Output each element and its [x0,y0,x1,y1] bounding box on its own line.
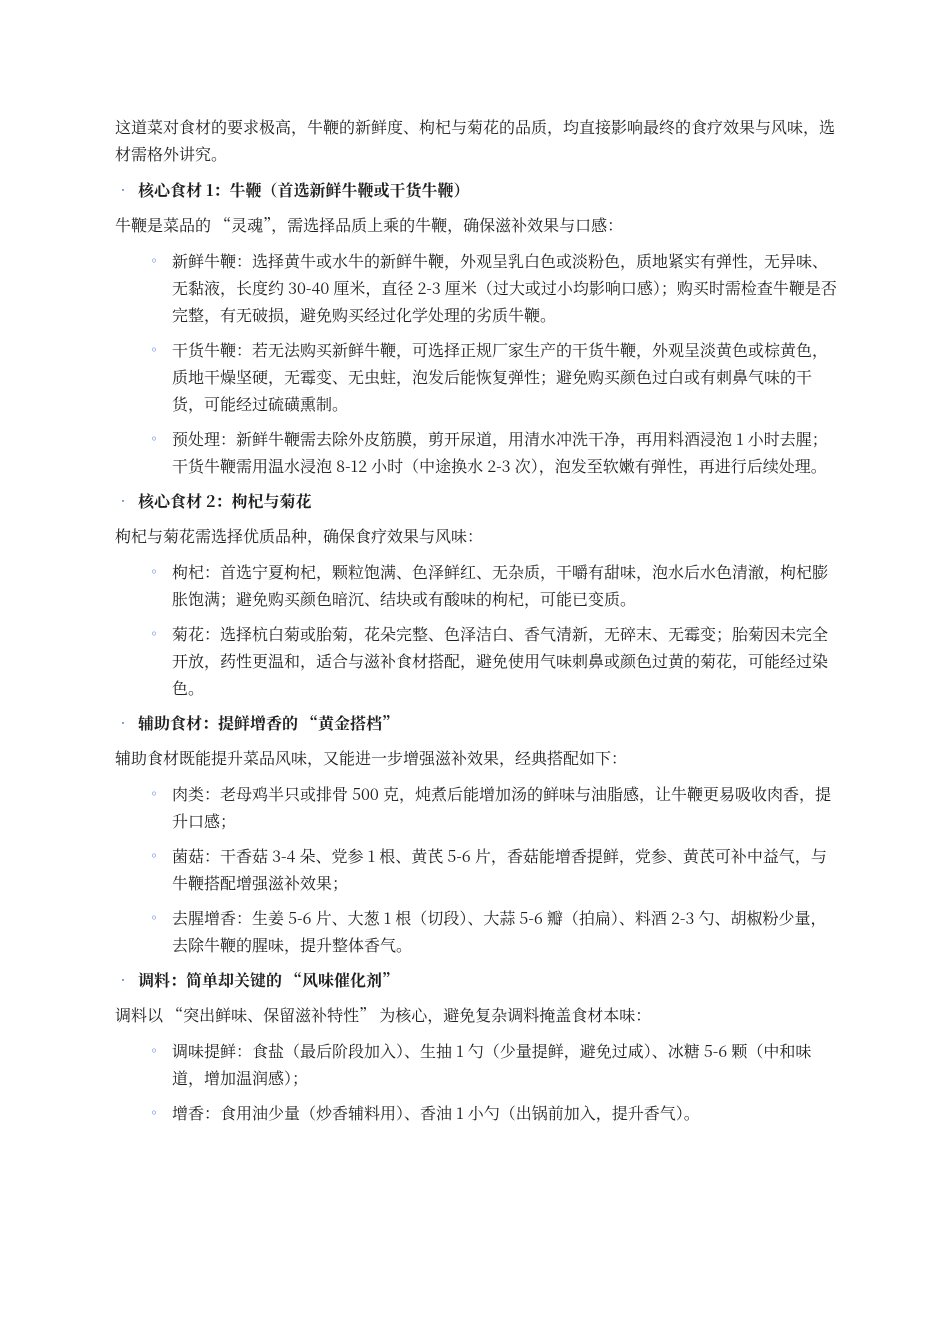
section-description: 牛鞭是菜品的 “灵魂”，需选择品质上乘的牛鞭，确保滋补效果与口感： [115,213,624,236]
section-heading-text: 核心食材 2：枸杞与菊花 [138,489,312,512]
section-auxiliary-ingredients [115,709,840,958]
list-item-text: 去腥增香：生姜 5-6 片、大葱 1 根（切段）、大蒜 5-6 瓣（拍扁）、料酒 2-3 勺、胡椒粉少量，去除牛鞭的腥味，提升整体香气。 [172,906,827,956]
bullet-circle-icon: ◦ [148,785,161,802]
list-item-text: 干货牛鞭：若无法购买新鲜牛鞭，可选择正规厂家生产的干货牛鞭，外观呈淡黄色或棕黄色，质地干燥坚硬，无霉变、无虫蛀，泡发后能恢复弹性；避免购买颜色过白或有刺鼻气味的干货，可能经过硫磺熏制。 [172,338,829,415]
section-heading [115,709,840,736]
bullet-circle-icon: ◦ [148,341,161,358]
bullet-circle-icon: ◦ [148,1042,161,1059]
list-item-text: 菊花：选择杭白菊或胎菊，花朵完整、色泽洁白、香气清新，无碎末、无霉变；胎菊因未完全开放，药性更温和，适合与滋补食材搭配，避免使用气味刺鼻或颜色过黄的菊花，可能经过染色。 [172,622,829,699]
list-item [115,620,840,701]
section-description: 调料以 “突出鲜味、保留滋补特性” 为核心，避免复杂调料掩盖食材本味： [115,1003,652,1026]
list-item-text: 新鲜牛鞭：选择黄牛或水牛的新鲜牛鞭，外观呈乳白色或淡粉色，质地紧实有弹性，无异味、无黏液，长度约 30-40 厘米，直径 2-3 厘米（过大或过小均影响口感）；购买时需检查牛鞭是否完整，有无破损，避免购买经过化学处理的劣质牛鞭。 [172,249,837,326]
list-item-text: 菌菇：干香菇 3-4 朵、党参 1 根、黄芪 5-6 片，香菇能增香提鲜，党参、黄芪可补中益气，与牛鞭搭配增强滋补效果； [172,844,827,894]
section-seasonings [115,966,840,1126]
bullet-dot-icon: • [115,178,132,201]
list-item [115,558,840,612]
list-item-text: 增香：食用油少量（炒香辅料用）、香油 1 小勺（出锅前加入，提升香气）。 [172,1101,700,1124]
section-core-ingredient-1 [115,176,840,479]
section-description: 辅助食材既能提升菜品风味，又能进一步增强滋补效果，经典搭配如下： [115,746,628,769]
bullet-circle-icon: ◦ [148,625,161,642]
bullet-dot-icon: • [115,489,132,512]
sub-list [115,1037,840,1126]
list-item [115,1037,840,1091]
bullet-circle-icon: ◦ [148,252,161,269]
list-item [115,842,840,896]
list-item-text: 枸杞：首选宁夏枸杞，颗粒饱满、色泽鲜红、无杂质，干嚼有甜味，泡水后水色清澈，枸杞膨胀饱满；避免购买颜色暗沉、结块或有酸味的枸杞，可能已变质。 [172,560,829,610]
bullet-circle-icon: ◦ [148,430,161,447]
bullet-dot-icon: • [115,711,132,734]
section-heading-text: 辅助食材：提鲜增香的 “黄金搭档” [138,711,399,734]
list-item-text: 预处理：新鲜牛鞭需去除外皮筋膜，剪开尿道，用清水冲洗干净，再用料酒浸泡 1 小时去腥；干货牛鞭需用温水浸泡 8-12 小时（中途换水 2-3 次），泡发至软嫩有弹性，再进行后续处理。 [172,427,828,477]
list-item [115,1099,840,1126]
bullet-circle-icon: ◦ [148,909,161,926]
list-item [115,336,840,417]
bullet-circle-icon: ◦ [148,847,161,864]
section-heading-text: 核心食材 1：牛鞭（首选新鲜牛鞭或干货牛鞭） [138,178,470,201]
sub-list [115,247,840,479]
section-heading [115,966,840,993]
list-item [115,425,840,479]
list-item-text: 肉类：老母鸡半只或排骨 500 克，炖煮后能增加汤的鲜味与油脂感，让牛鞭更易吸收肉香，提升口感； [172,782,831,832]
list-item [115,247,840,328]
bullet-circle-icon: ◦ [148,563,161,580]
intro-paragraph: 这道菜对食材的要求极高，牛鞭的新鲜度、枸杞与菊花的品质，均直接影响最终的食疗效果与风味，选材需格外讲究。 [115,115,836,165]
list-item [115,780,840,834]
list-item-text: 调味提鲜：食盐（最后阶段加入）、生抽 1 勺（少量提鲜，避免过咸）、冰糖 5-6 颗（中和味道，增加温润感）； [172,1039,812,1089]
sub-list [115,558,840,701]
section-heading [115,176,840,203]
section-heading [115,487,840,514]
document-content [115,113,840,1134]
bullet-dot-icon: • [115,968,132,991]
section-heading-text: 调料：简单却关键的 “风味催化剂” [138,968,399,991]
section-core-ingredient-2 [115,487,840,701]
bullet-circle-icon: ◦ [148,1104,161,1121]
list-item [115,904,840,958]
sub-list [115,780,840,958]
section-description: 枸杞与菊花需选择优质品种，确保食疗效果与风味： [115,524,484,547]
